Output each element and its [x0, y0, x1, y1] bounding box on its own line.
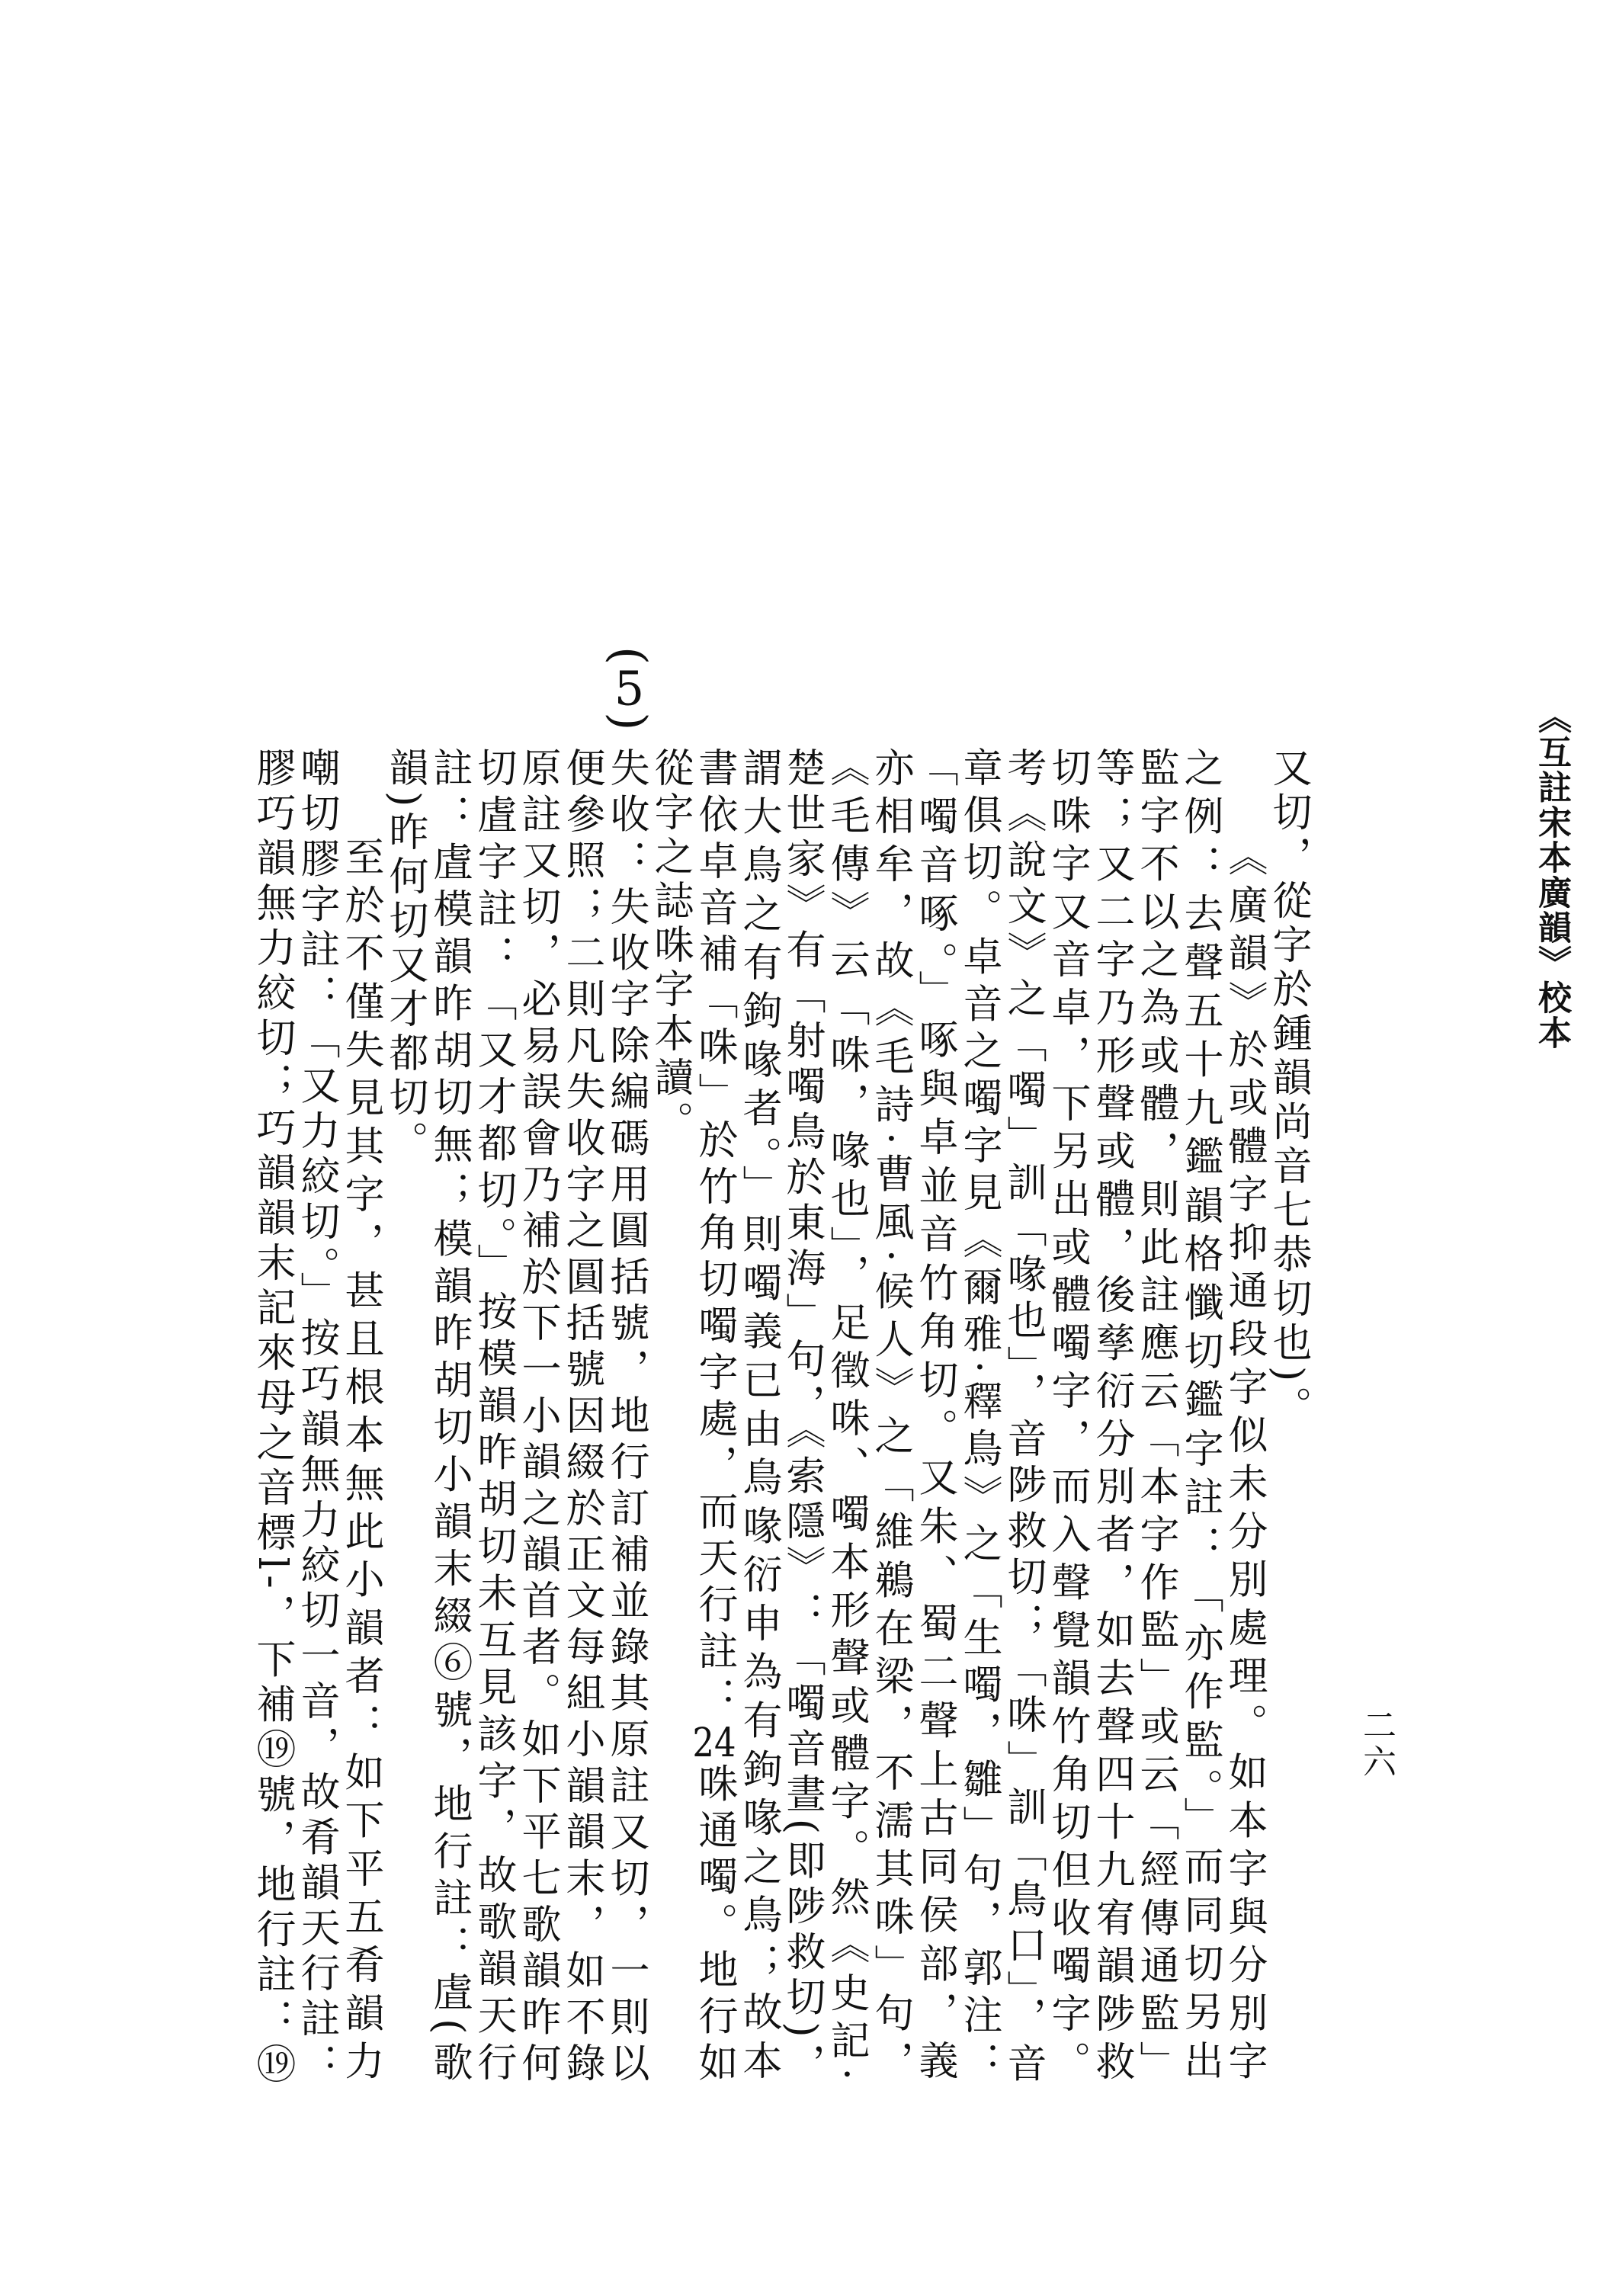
text-line: 至於不僅失見其字，甚且根本無此小韻者：如下平五肴韻力	[338, 836, 383, 2089]
text-line: 書依卓音補「咮」於竹角切噣字處，而天行註：24咮通噣。地行如	[691, 747, 737, 2089]
text-line: 嘲切膠字註：「又力絞切。」按巧韻無力絞切一音，故肴韻天行註：	[293, 747, 339, 2089]
text-line: 韻)昨何切又才都切。	[382, 747, 428, 1166]
text-line: 章俱切。卓音之噣字見《爾雅·釋鳥》之「生噣，雛」句，郭注：	[956, 747, 1002, 2089]
running-header: 《互註宋本廣韻》校本	[1532, 700, 1571, 1050]
text-line: 亦相牟，故《毛詩·曹風·候人》之「維鵜在梁，不濡其咮」句，	[867, 747, 913, 2089]
text-line: 又切，從字於鍾韻尚音七恭切也)。	[1265, 747, 1311, 1431]
text-line: 謂大鳥之有鉤喙者。」則噣義已由鳥喙衍申為有鉤喙之鳥；故本	[736, 747, 781, 2089]
text-line: 監字不以之為或體，則此註應云「本字作監」或云「經傳通監」	[1133, 747, 1178, 2089]
text-line: 《毛傳》云「咮，喙也」，足徵咮、噣本形聲或體字。然《史記·	[823, 747, 869, 2089]
section-number-marker: (5)	[601, 646, 657, 731]
text-line: 楚世家》有「射噣鳥於東海」句，《索隱》：「噣音晝(即陟救切)，	[779, 747, 825, 2089]
text-line: 「噣音啄。」啄與卓並音竹角切。又朱、蜀二聲上古同侯部，義	[912, 747, 957, 2089]
text-line: 考《說文》之「噣」訓「喙也」，音陟救切；「咮」訓「鳥口」，音	[1000, 747, 1046, 2089]
text-line: 註：虘模韻昨胡切無；模韻昨胡切小韻末綴⑥號，地行註：虘(歌	[426, 747, 472, 2089]
text-line: 之例：去聲五十九鑑韻格懺切鑑字註：「亦作監。」而同切另出	[1177, 747, 1223, 2089]
text-line: 切咮字又音卓，下另出或體噣字，而入聲覺韻竹角切但收噣字。	[1044, 747, 1090, 2089]
text-line: 切虘字註：「又才都切。」按模韻昨胡切未互見該字，故歌韻天行	[470, 747, 516, 2089]
text-line: 便參照；二則凡失收字之圓括號因綴於正文每組小韻韻末，如不錄	[559, 747, 604, 2089]
text-line: 《廣韻》於或體字抑通段字似未分別處理。如本字與分別字	[1221, 836, 1267, 2089]
text-line: 等；又二字乃形聲或體，後孳衍分別者，如去聲四十九宥韻陟救	[1089, 747, 1134, 2089]
text-line: 失收：失收字除編碼用圓括號，地行訂補並錄其原註又切，一則以	[603, 747, 649, 2089]
text-line: 膠巧韻無力絞切；巧韻韻末記來母之音標l-，下補⑲號，地行註：⑲	[249, 747, 295, 2089]
text-line: 原註又切，必易誤會乃補於下一小韻之韻首者。如下平七歌韻昨何	[515, 747, 560, 2089]
text-line: 從字之誌咮字本讀。	[647, 747, 693, 1145]
page-number: 二六	[1357, 1708, 1396, 1781]
